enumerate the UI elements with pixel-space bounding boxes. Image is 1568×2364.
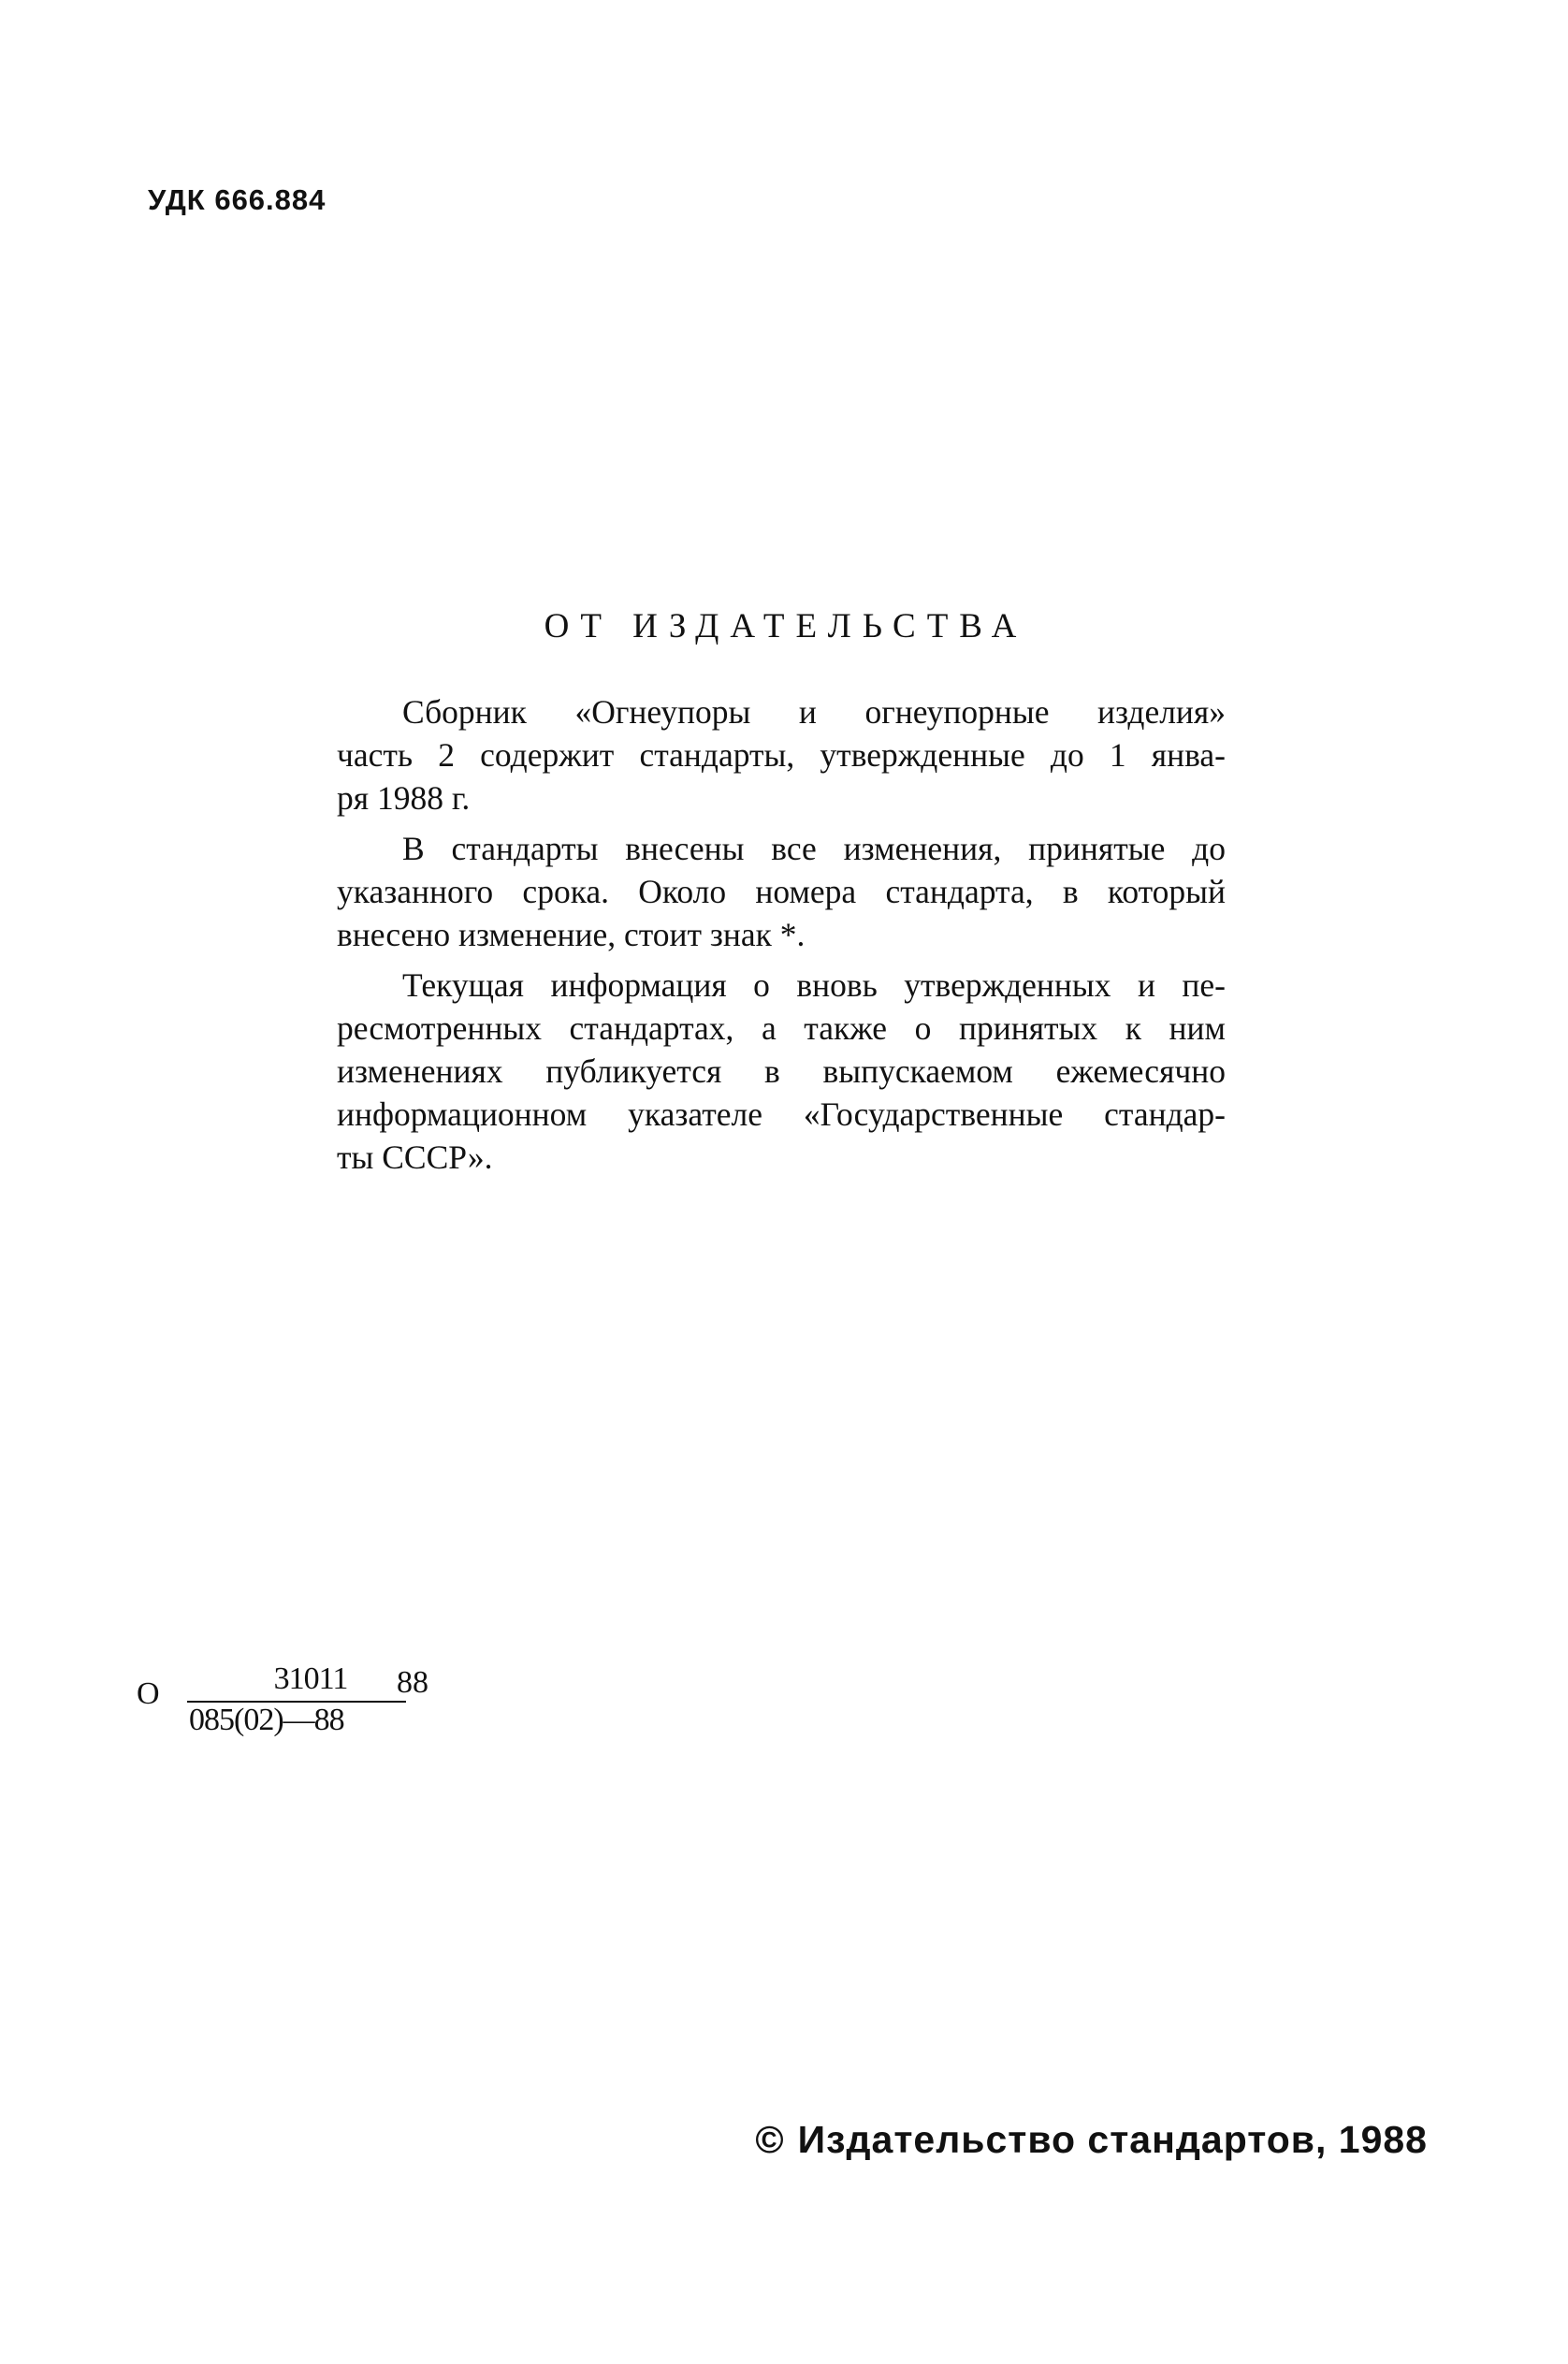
text-line: В стандарты внесены все изменения, принятые до <box>402 830 1226 867</box>
index-numerator: 31011 <box>273 1661 348 1696</box>
publication-index-code <box>137 1661 455 1746</box>
text-line: ря 1988 г. <box>337 779 471 817</box>
udk-code: УДК 666.884 <box>148 183 327 216</box>
text-line: указанного срока. Около номера стандарта, в который <box>337 873 1226 910</box>
publisher-note-body <box>337 690 1226 1186</box>
index-denominator: 085(02)—88 <box>189 1703 344 1737</box>
paragraph-1 <box>337 690 1226 819</box>
copyright-icon: © <box>755 2118 785 2161</box>
text-line: информационном указателе «Государственные стандар- <box>337 1095 1226 1133</box>
text-line: часть 2 содержит стандарты, утвержденные до 1 янва- <box>337 736 1226 774</box>
index-suffix: 88 <box>397 1665 428 1700</box>
paragraph-3 <box>337 964 1226 1179</box>
index-letter: О <box>137 1676 160 1711</box>
text-line: Сборник «Огнеупоры и огнеупорные изделия» <box>402 693 1226 731</box>
paragraph-2 <box>337 827 1226 956</box>
text-line: внесено изменение, стоит знак *. <box>337 916 806 953</box>
text-line: Текущая информация о вновь утвержденных и пе- <box>402 966 1226 1004</box>
section-heading: ОТ ИЗДАТЕЛЬСТВА <box>544 607 1028 645</box>
copyright-text: Издательство стандартов, 1988 <box>797 2118 1428 2161</box>
text-line: ты СССР». <box>337 1138 493 1176</box>
text-line: изменениях публикуется в выпускаемом ежемесячно <box>337 1052 1226 1090</box>
copyright-line <box>755 2118 1428 2162</box>
text-line: ресмотренных стандартах, а также о принятых к ним <box>337 1009 1226 1047</box>
